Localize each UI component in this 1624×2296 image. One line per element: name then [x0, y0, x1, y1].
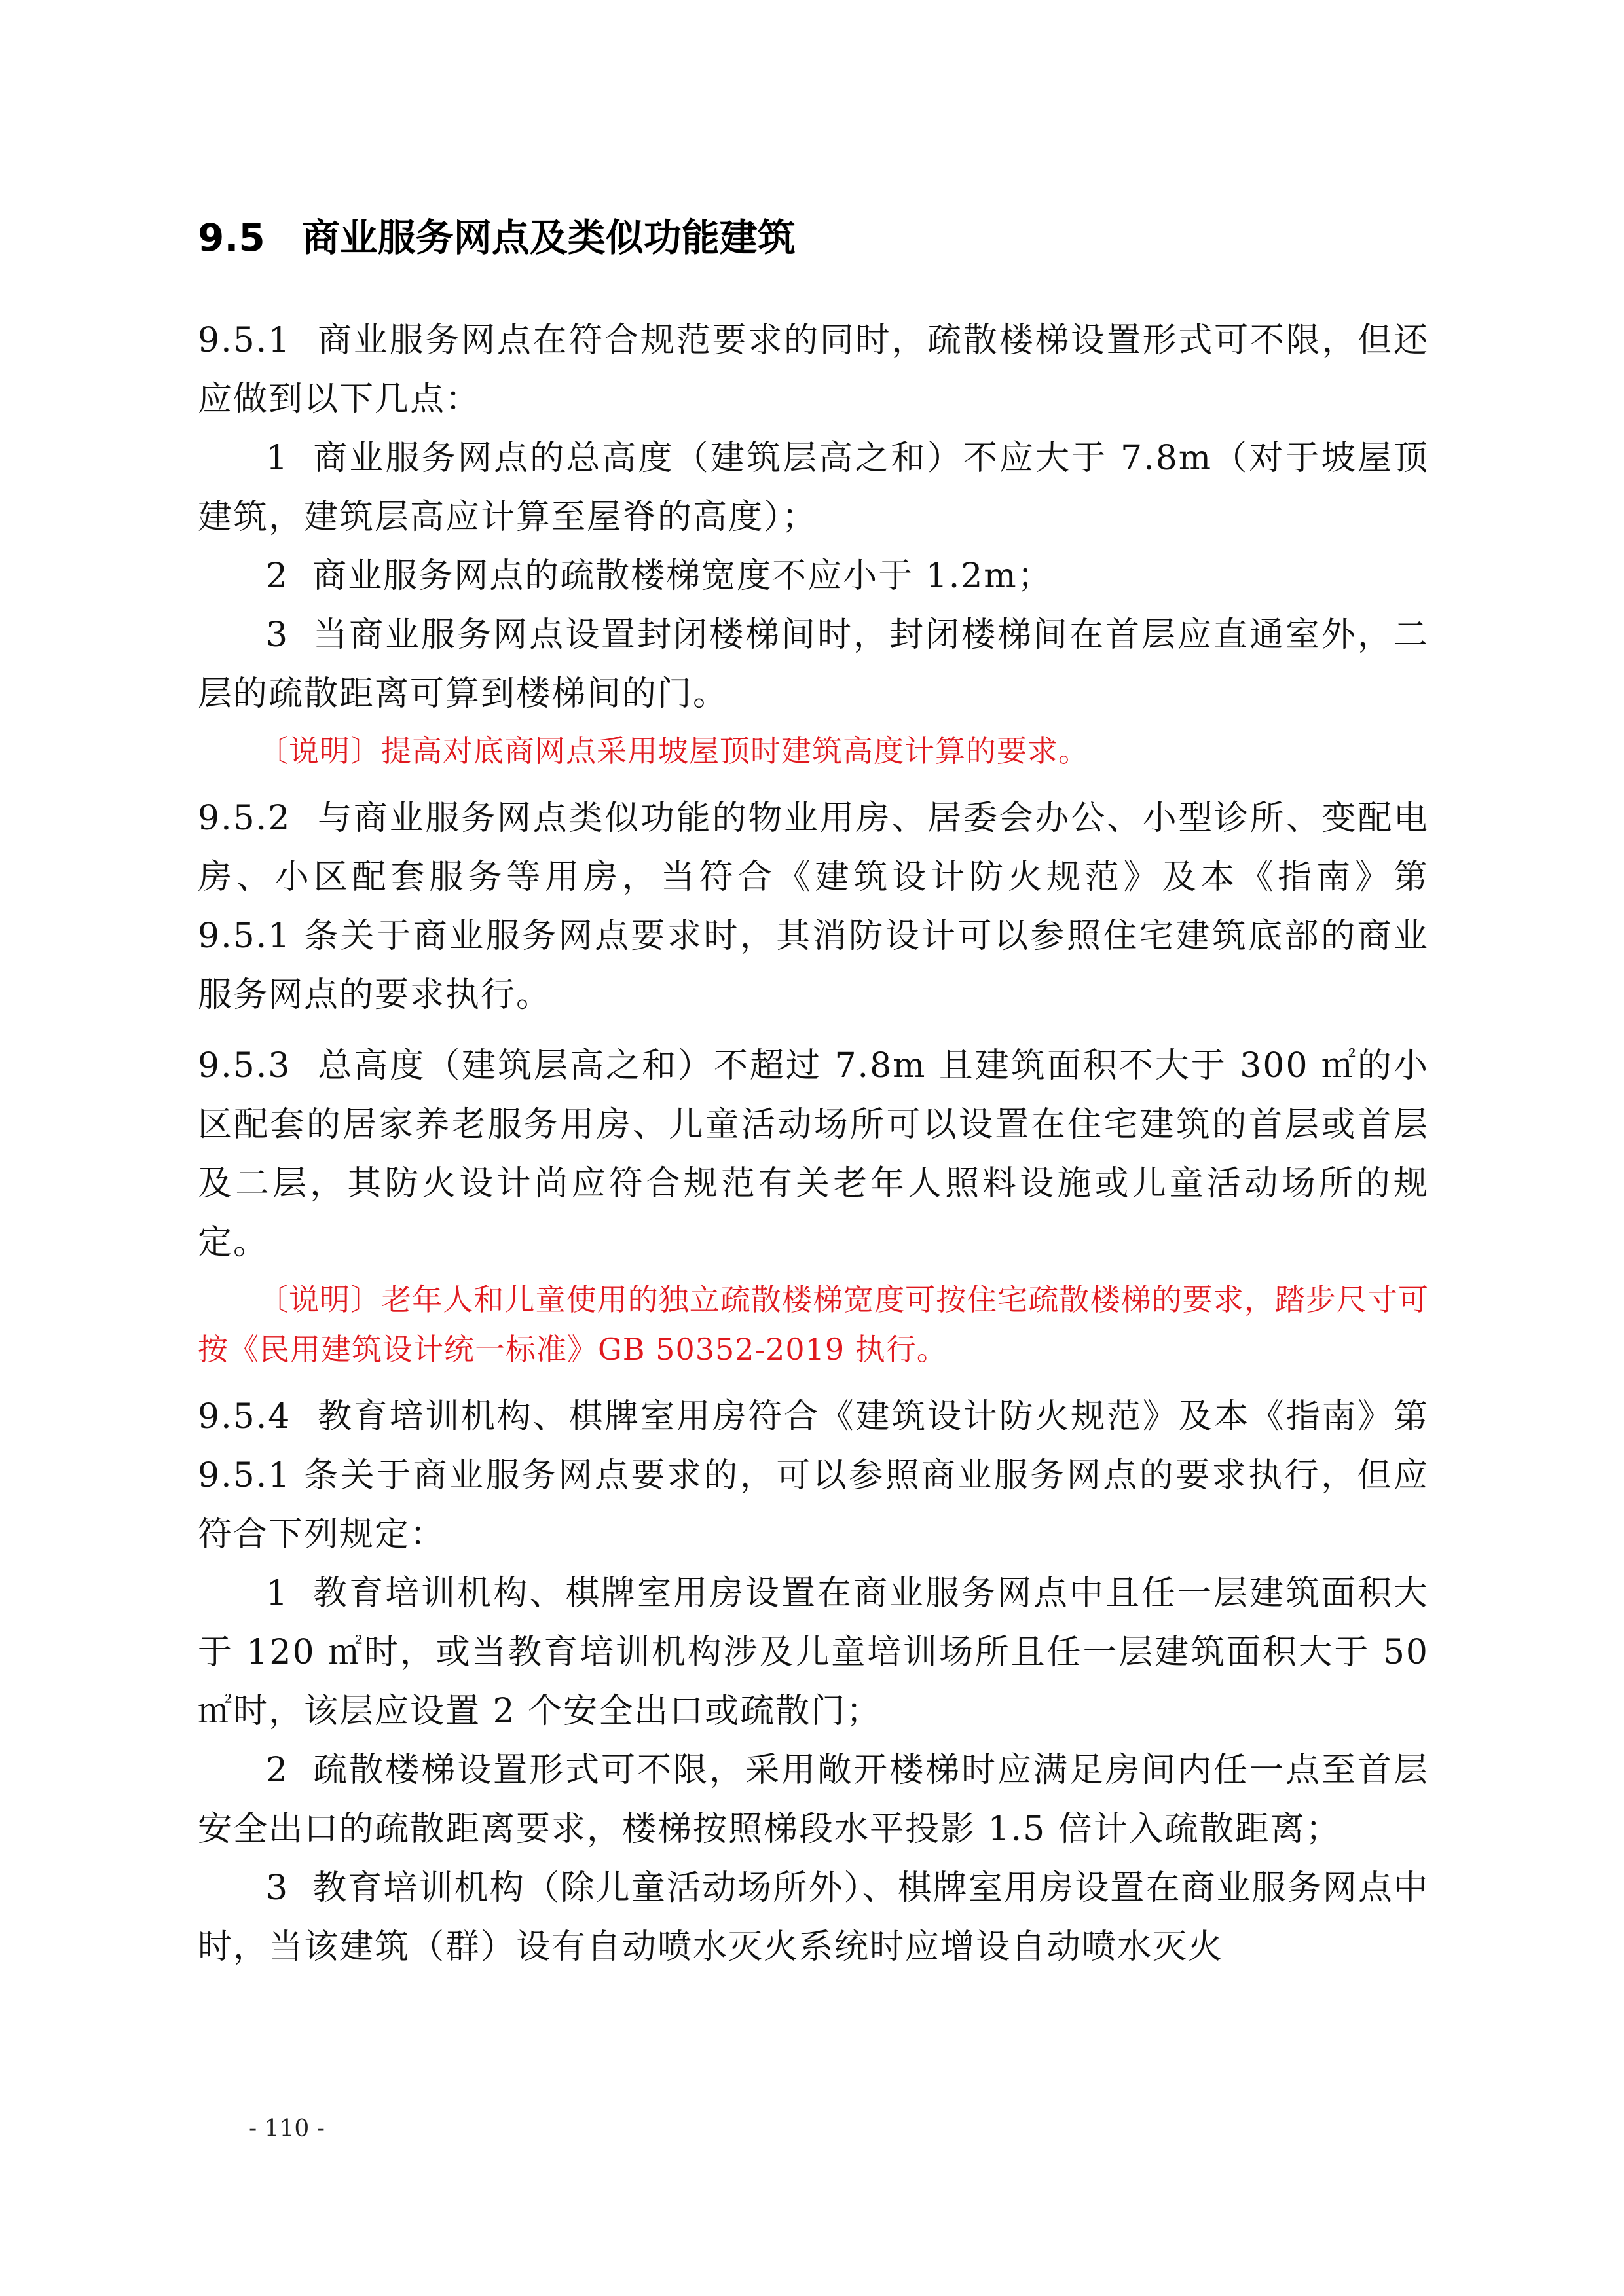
clause-9-5-2	[198, 789, 1429, 1025]
note-tag: 〔说明〕	[258, 733, 381, 769]
clause-9-5-1	[198, 311, 1429, 429]
item-text: 疏散楼梯设置形式可不限，采用敞开楼梯时应满足房间内任一点至首层安全出口的疏散距离要求，楼梯按照梯段水平投影 1.5 倍计入疏散距离；	[198, 1751, 1429, 1849]
section-heading	[198, 208, 1442, 267]
item-text: 教育培训机构（除儿童活动场所外）、棋牌室用房设置在商业服务网点中时，当该建筑（群）设有自动喷水灭火系统时应增设自动喷水灭火	[198, 1868, 1429, 1967]
item-text: 商业服务网点的总高度（建筑层高之和）不应大于 7.8m（对于坡屋顶建筑，建筑层高应计算至屋脊的高度）；	[198, 439, 1429, 537]
item-text: 教育培训机构、棋牌室用房设置在商业服务网点中且任一层建筑面积大于 120 ㎡时，或当教育培训机构涉及儿童培训场所且任一层建筑面积大于 50 ㎡时，该层应设置 2 个安全出口或疏散门；	[198, 1574, 1429, 1731]
list-item	[198, 1741, 1429, 1859]
section-title: 商业服务网点及类似功能建筑	[301, 215, 796, 260]
explanation-note	[198, 1275, 1429, 1374]
clause-number: 9.5.4	[198, 1397, 291, 1436]
list-item	[198, 1859, 1429, 1977]
clause-number: 9.5.1	[198, 321, 291, 360]
note-text: 提高对底商网点采用坡屋顶时建筑高度计算的要求。	[381, 733, 1089, 769]
clause-9-5-3	[198, 1036, 1429, 1272]
list-item	[198, 1564, 1429, 1741]
explanation-note	[198, 726, 1429, 776]
page-number: - 110 -	[249, 2115, 325, 2142]
item-number: 1	[266, 1574, 289, 1613]
clause-number: 9.5.2	[198, 799, 291, 838]
clause-number: 9.5.3	[198, 1046, 291, 1085]
item-number: 3	[266, 1868, 289, 1908]
clause-text: 总高度（建筑层高之和）不超过 7.8m 且建筑面积不大于 300 ㎡的小区配套的居家养老服务用房、儿童活动场所可以设置在住宅建筑的首层或首层及二层，其防火设计尚应符合规范有关老年人照料设施或儿童活动场所的规定。	[198, 1046, 1429, 1262]
list-item	[198, 606, 1429, 723]
item-number: 1	[266, 439, 289, 478]
clause-text: 商业服务网点在符合规范要求的同时，疏散楼梯设置形式可不限，但还应做到以下几点：	[198, 321, 1429, 419]
note-tag: 〔说明〕	[258, 1282, 382, 1317]
item-number: 2	[266, 1751, 289, 1790]
clause-text: 教育培训机构、棋牌室用房符合《建筑设计防火规范》及本《指南》第 9.5.1 条关于商业服务网点要求的，可以参照商业服务网点的要求执行，但应符合下列规定：	[198, 1397, 1429, 1554]
item-text: 商业服务网点的疏散楼梯宽度不应小于 1.2m；	[312, 556, 1053, 596]
body-content	[198, 311, 1429, 1977]
item-text: 当商业服务网点设置封闭楼梯间时，封闭楼梯间在首层应直通室外，二层的疏散距离可算到楼梯间的门。	[198, 615, 1429, 714]
item-number: 3	[266, 615, 289, 655]
list-item	[198, 429, 1429, 547]
clause-text: 与商业服务网点类似功能的物业用房、居委会办公、小型诊所、变配电房、小区配套服务等用房，当符合《建筑设计防火规范》及本《指南》第 9.5.1 条关于商业服务网点要求时，其消防设计可以参照住宅建筑底部的商业服务网点的要求执行。	[198, 799, 1429, 1015]
item-number: 2	[266, 556, 289, 596]
section-number: 9.5	[198, 215, 265, 260]
clause-9-5-4	[198, 1387, 1429, 1564]
note-text: 老年人和儿童使用的独立疏散楼梯宽度可按住宅疏散楼梯的要求，踏步尺寸可按《民用建筑设计统一标准》GB 50352-2019 执行。	[198, 1282, 1430, 1367]
list-item	[198, 547, 1429, 606]
